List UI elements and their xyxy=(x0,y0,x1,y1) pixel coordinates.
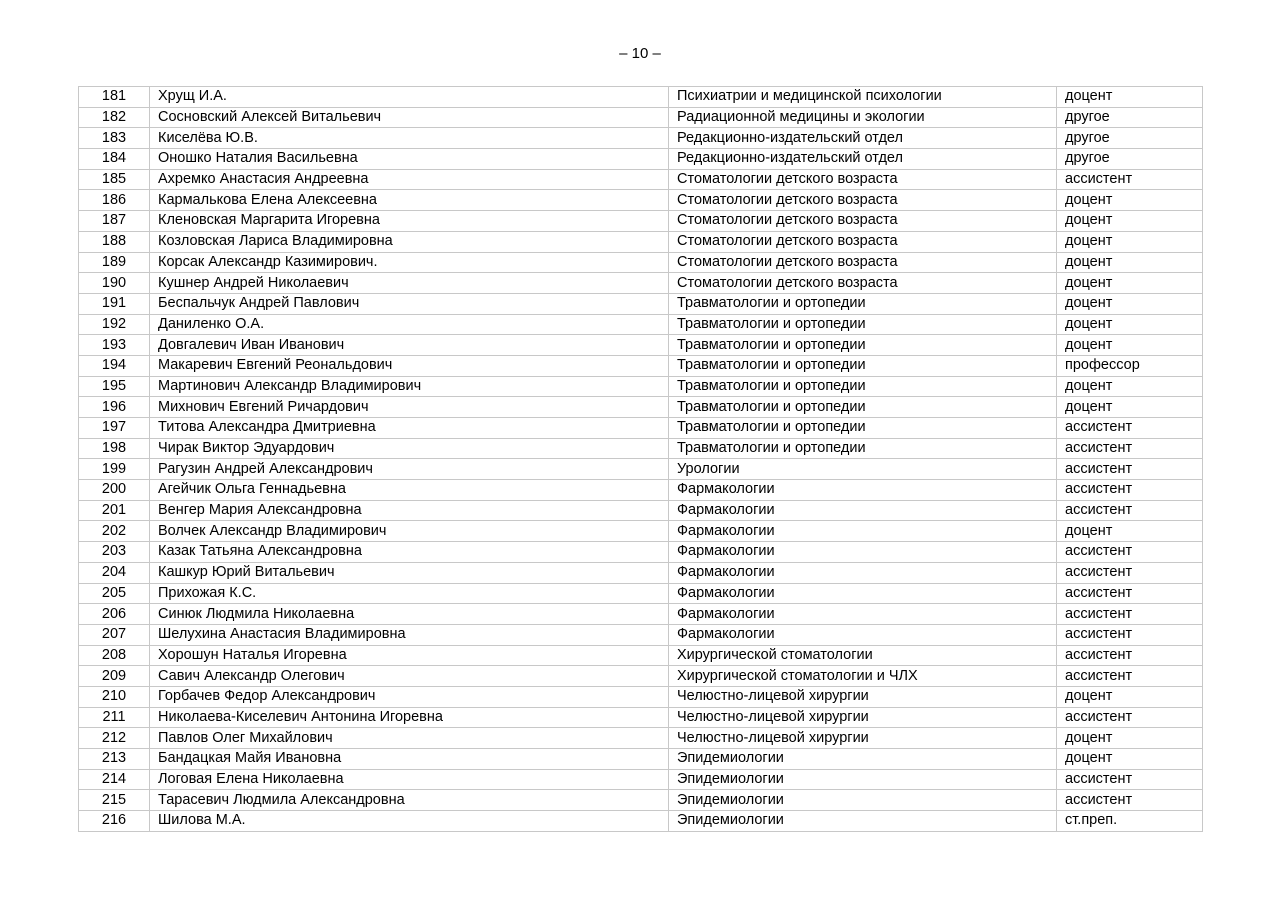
employee-position: ассистент xyxy=(1057,666,1203,687)
employee-position: ассистент xyxy=(1057,418,1203,439)
employee-name: Синюк Людмила Николаевна xyxy=(150,604,669,625)
row-number: 196 xyxy=(79,397,150,418)
employee-name: Рагузин Андрей Александрович xyxy=(150,459,669,480)
table-row xyxy=(79,769,1203,790)
row-number: 205 xyxy=(79,583,150,604)
employee-position: ассистент xyxy=(1057,562,1203,583)
table-row xyxy=(79,211,1203,232)
table-row xyxy=(79,376,1203,397)
employee-name: Довгалевич Иван Иванович xyxy=(150,335,669,356)
employee-name: Горбачев Федор Александрович xyxy=(150,686,669,707)
table-row xyxy=(79,604,1203,625)
table-row xyxy=(79,438,1203,459)
row-number: 211 xyxy=(79,707,150,728)
row-number: 209 xyxy=(79,666,150,687)
employee-position: доцент xyxy=(1057,211,1203,232)
table-row xyxy=(79,542,1203,563)
department-name: Челюстно-лицевой хирургии xyxy=(669,707,1057,728)
employee-name: Даниленко О.А. xyxy=(150,314,669,335)
department-name: Редакционно-издательский отдел xyxy=(669,149,1057,170)
row-number: 190 xyxy=(79,273,150,294)
department-name: Стоматологии детского возраста xyxy=(669,211,1057,232)
table-row xyxy=(79,107,1203,128)
employee-position: доцент xyxy=(1057,293,1203,314)
department-name: Эпидемиологии xyxy=(669,811,1057,832)
row-number: 183 xyxy=(79,128,150,149)
employee-position: ассистент xyxy=(1057,480,1203,501)
table-row xyxy=(79,190,1203,211)
employee-position: доцент xyxy=(1057,335,1203,356)
row-number: 187 xyxy=(79,211,150,232)
department-name: Эпидемиологии xyxy=(669,749,1057,770)
row-number: 215 xyxy=(79,790,150,811)
row-number: 210 xyxy=(79,686,150,707)
employee-name: Хрущ И.А. xyxy=(150,87,669,108)
employee-name: Павлов Олег Михайлович xyxy=(150,728,669,749)
staff-table-body xyxy=(79,87,1203,832)
employee-name: Агейчик Ольга Геннадьевна xyxy=(150,480,669,501)
employee-name: Киселёва Ю.В. xyxy=(150,128,669,149)
employee-name: Беспальчук Андрей Павлович xyxy=(150,293,669,314)
department-name: Фармакологии xyxy=(669,480,1057,501)
row-number: 194 xyxy=(79,355,150,376)
table-row xyxy=(79,128,1203,149)
employee-position: доцент xyxy=(1057,231,1203,252)
table-row xyxy=(79,500,1203,521)
table-row xyxy=(79,480,1203,501)
department-name: Травматологии и ортопедии xyxy=(669,314,1057,335)
department-name: Челюстно-лицевой хирургии xyxy=(669,728,1057,749)
employee-name: Козловская Лариса Владимировна xyxy=(150,231,669,252)
table-row xyxy=(79,397,1203,418)
employee-name: Шилова М.А. xyxy=(150,811,669,832)
table-row xyxy=(79,624,1203,645)
department-name: Травматологии и ортопедии xyxy=(669,355,1057,376)
employee-position: ассистент xyxy=(1057,583,1203,604)
employee-position: ассистент xyxy=(1057,645,1203,666)
employee-position: доцент xyxy=(1057,190,1203,211)
employee-position: доцент xyxy=(1057,87,1203,108)
row-number: 216 xyxy=(79,811,150,832)
employee-name: Кленовская Маргарита Игоревна xyxy=(150,211,669,232)
department-name: Фармакологии xyxy=(669,542,1057,563)
table-row xyxy=(79,273,1203,294)
department-name: Стоматологии детского возраста xyxy=(669,252,1057,273)
table-row xyxy=(79,583,1203,604)
employee-position: ассистент xyxy=(1057,624,1203,645)
employee-name: Титова Александра Дмитриевна xyxy=(150,418,669,439)
employee-position: доцент xyxy=(1057,686,1203,707)
department-name: Стоматологии детского возраста xyxy=(669,190,1057,211)
row-number: 203 xyxy=(79,542,150,563)
table-row xyxy=(79,314,1203,335)
employee-name: Оношко Наталия Васильевна xyxy=(150,149,669,170)
employee-position: доцент xyxy=(1057,314,1203,335)
employee-position: ассистент xyxy=(1057,790,1203,811)
row-number: 214 xyxy=(79,769,150,790)
department-name: Радиационной медицины и экологии xyxy=(669,107,1057,128)
employee-name: Тарасевич Людмила Александровна xyxy=(150,790,669,811)
department-name: Фармакологии xyxy=(669,521,1057,542)
table-row xyxy=(79,149,1203,170)
department-name: Эпидемиологии xyxy=(669,769,1057,790)
department-name: Стоматологии детского возраста xyxy=(669,231,1057,252)
employee-name: Ахремко Анастасия Андреевна xyxy=(150,169,669,190)
employee-name: Волчек Александр Владимирович xyxy=(150,521,669,542)
employee-position: ассистент xyxy=(1057,707,1203,728)
department-name: Стоматологии детского возраста xyxy=(669,273,1057,294)
employee-position: другое xyxy=(1057,128,1203,149)
table-row xyxy=(79,335,1203,356)
table-row xyxy=(79,666,1203,687)
employee-name: Прихожая К.С. xyxy=(150,583,669,604)
department-name: Хирургической стоматологии и ЧЛХ xyxy=(669,666,1057,687)
department-name: Эпидемиологии xyxy=(669,790,1057,811)
department-name: Психиатрии и медицинской психологии xyxy=(669,87,1057,108)
employee-name: Сосновский Алексей Витальевич xyxy=(150,107,669,128)
employee-name: Хорошун Наталья Игоревна xyxy=(150,645,669,666)
table-row xyxy=(79,645,1203,666)
employee-name: Савич Александр Олегович xyxy=(150,666,669,687)
row-number: 191 xyxy=(79,293,150,314)
employee-position: профессор xyxy=(1057,355,1203,376)
row-number: 182 xyxy=(79,107,150,128)
row-number: 202 xyxy=(79,521,150,542)
department-name: Травматологии и ортопедии xyxy=(669,335,1057,356)
department-name: Стоматологии детского возраста xyxy=(669,169,1057,190)
row-number: 212 xyxy=(79,728,150,749)
employee-position: доцент xyxy=(1057,728,1203,749)
employee-position: другое xyxy=(1057,149,1203,170)
table-row xyxy=(79,459,1203,480)
employee-name: Кушнер Андрей Николаевич xyxy=(150,273,669,294)
table-row xyxy=(79,252,1203,273)
employee-position: другое xyxy=(1057,107,1203,128)
employee-position: доцент xyxy=(1057,252,1203,273)
row-number: 186 xyxy=(79,190,150,211)
row-number: 192 xyxy=(79,314,150,335)
employee-name: Мартинович Александр Владимирович xyxy=(150,376,669,397)
employee-position: ассистент xyxy=(1057,604,1203,625)
department-name: Травматологии и ортопедии xyxy=(669,438,1057,459)
table-row xyxy=(79,728,1203,749)
row-number: 184 xyxy=(79,149,150,170)
table-row xyxy=(79,521,1203,542)
row-number: 198 xyxy=(79,438,150,459)
employee-name: Кашкур Юрий Витальевич xyxy=(150,562,669,583)
employee-name: Шелухина Анастасия Владимировна xyxy=(150,624,669,645)
department-name: Травматологии и ортопедии xyxy=(669,418,1057,439)
row-number: 207 xyxy=(79,624,150,645)
employee-name: Логовая Елена Николаевна xyxy=(150,769,669,790)
row-number: 208 xyxy=(79,645,150,666)
employee-position: ассистент xyxy=(1057,769,1203,790)
page-number: – 10 – xyxy=(619,45,661,62)
employee-position: доцент xyxy=(1057,397,1203,418)
table-row xyxy=(79,749,1203,770)
employee-position: доцент xyxy=(1057,376,1203,397)
table-row xyxy=(79,87,1203,108)
employee-position: доцент xyxy=(1057,749,1203,770)
department-name: Травматологии и ортопедии xyxy=(669,376,1057,397)
row-number: 195 xyxy=(79,376,150,397)
department-name: Травматологии и ортопедии xyxy=(669,397,1057,418)
table-row xyxy=(79,231,1203,252)
department-name: Фармакологии xyxy=(669,604,1057,625)
table-row xyxy=(79,293,1203,314)
row-number: 189 xyxy=(79,252,150,273)
department-name: Челюстно-лицевой хирургии xyxy=(669,686,1057,707)
department-name: Фармакологии xyxy=(669,583,1057,604)
department-name: Травматологии и ортопедии xyxy=(669,293,1057,314)
row-number: 200 xyxy=(79,480,150,501)
row-number: 213 xyxy=(79,749,150,770)
table-row xyxy=(79,169,1203,190)
employee-name: Михнович Евгений Ричардович xyxy=(150,397,669,418)
employee-position: доцент xyxy=(1057,273,1203,294)
row-number: 185 xyxy=(79,169,150,190)
employee-name: Корсак Александр Казимирович. xyxy=(150,252,669,273)
department-name: Фармакологии xyxy=(669,500,1057,521)
employee-position: ассистент xyxy=(1057,500,1203,521)
department-name: Фармакологии xyxy=(669,562,1057,583)
employee-position: ассистент xyxy=(1057,438,1203,459)
table-row xyxy=(79,686,1203,707)
employee-name: Макаревич Евгений Реональдович xyxy=(150,355,669,376)
employee-position: доцент xyxy=(1057,521,1203,542)
row-number: 206 xyxy=(79,604,150,625)
table-row xyxy=(79,418,1203,439)
staff-table xyxy=(78,86,1203,832)
row-number: 188 xyxy=(79,231,150,252)
department-name: Хирургической стоматологии xyxy=(669,645,1057,666)
table-row xyxy=(79,811,1203,832)
employee-position: ассистент xyxy=(1057,169,1203,190)
department-name: Фармакологии xyxy=(669,624,1057,645)
row-number: 181 xyxy=(79,87,150,108)
table-row xyxy=(79,355,1203,376)
employee-name: Кармалькова Елена Алексеевна xyxy=(150,190,669,211)
employee-position: ассистент xyxy=(1057,459,1203,480)
row-number: 204 xyxy=(79,562,150,583)
employee-name: Казак Татьяна Александровна xyxy=(150,542,669,563)
employee-name: Николаева-Киселевич Антонина Игоревна xyxy=(150,707,669,728)
employee-name: Венгер Мария Александровна xyxy=(150,500,669,521)
department-name: Редакционно-издательский отдел xyxy=(669,128,1057,149)
employee-position: ст.преп. xyxy=(1057,811,1203,832)
employee-name: Бандацкая Майя Ивановна xyxy=(150,749,669,770)
row-number: 197 xyxy=(79,418,150,439)
employee-name: Чирак Виктор Эдуардович xyxy=(150,438,669,459)
table-row xyxy=(79,707,1203,728)
row-number: 193 xyxy=(79,335,150,356)
row-number: 199 xyxy=(79,459,150,480)
table-row xyxy=(79,790,1203,811)
table-row xyxy=(79,562,1203,583)
employee-position: ассистент xyxy=(1057,542,1203,563)
row-number: 201 xyxy=(79,500,150,521)
department-name: Урологии xyxy=(669,459,1057,480)
